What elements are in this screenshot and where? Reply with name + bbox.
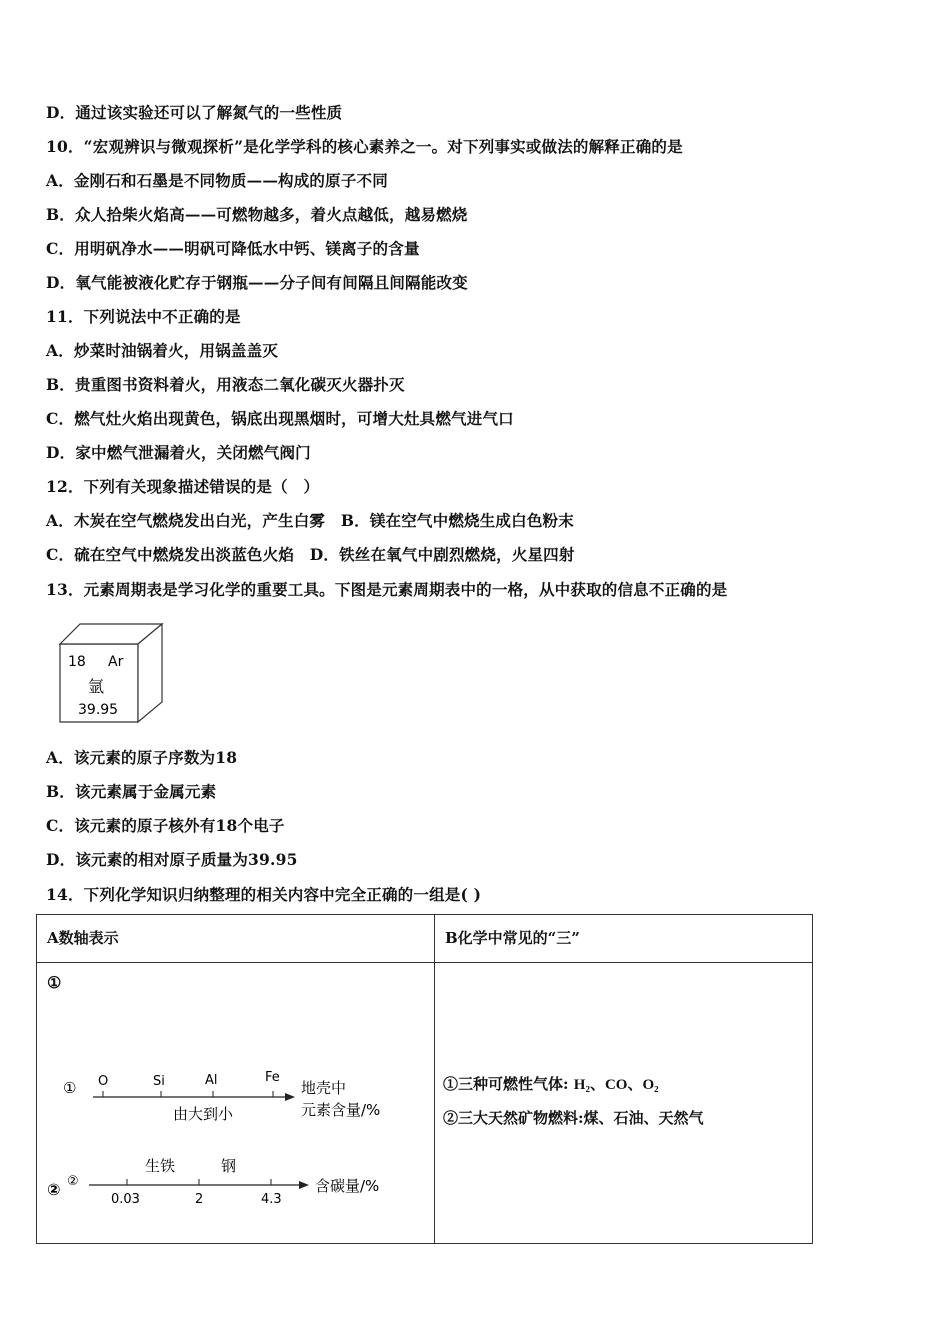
q10-option-a: A．金刚石和石墨是不同物质——构成的原子不同 [46, 171, 388, 190]
q10-option-c: C．用明矾净水——明矾可降低水中钙、镁离子的含量 [46, 239, 420, 258]
axis1-caption: 由大到小 [173, 1105, 234, 1123]
b-item-2: ②三大天然矿物燃料:煤、石油、天然气 [443, 1109, 704, 1127]
axis1-marker: ① [63, 1079, 77, 1097]
axis2-end-label: 含碳量/% [315, 1177, 380, 1195]
q13-stem: 13．元素周期表是学习化学的重要工具。下图是元素周期表中的一格，从中获取的信息不正确的是 [46, 580, 728, 599]
q10-option-b: B．众人拾柴火焰高——可燃物越多，着火点越低，越易燃烧 [46, 205, 468, 224]
axis1-label-al: Al [205, 1073, 218, 1088]
q11-option-a: A．炒菜时油锅着火，用锅盖盖灭 [46, 341, 279, 360]
axis2-tick-2: 2 [195, 1192, 204, 1207]
b-item-1-prefix: ①三种可燃性气体: [443, 1075, 569, 1093]
crust-abundance-axis [57, 1065, 427, 1125]
q10-stem: 10．“宏观辨识与微观探析”是化学学科的核心素养之一。对下列事实或做法的解释正确的是 [46, 137, 683, 156]
q12-options-ab: A．木炭在空气燃烧发出白光，产生白雾 B．镁在空气中燃烧生成白色粉末 [46, 511, 574, 530]
header-a: A数轴表示 [47, 929, 119, 947]
axis1-label-si: Si [153, 1074, 165, 1089]
carbon-content-axis [45, 1147, 425, 1207]
axis2-label-steel: 钢 [221, 1157, 237, 1175]
q10-option-d: D．氧气能被液化贮存于钢瓶——分子间有间隔且间隔能改变 [46, 273, 468, 292]
axis1-end-label-2: 元素含量/% [301, 1101, 381, 1119]
periodic-table-cell-figure [56, 620, 166, 724]
q13-option-c: C．该元素的原子核外有18个电子 [46, 816, 285, 835]
q11-stem: 11．下列说法中不正确的是 [46, 307, 241, 326]
knowledge-table [36, 914, 813, 1244]
element-name: 氩 [88, 677, 105, 696]
header-b: B化学中常见的“三” [445, 929, 580, 947]
q13-option-a: A．该元素的原子序数为18 [46, 748, 238, 767]
axis2-label-pig-iron: 生铁 [145, 1157, 176, 1175]
q13-option-b: B．该元素属于金属元素 [46, 782, 217, 801]
b-item-1 [443, 1073, 659, 1094]
cell-a-marker: ① [47, 973, 62, 992]
element-mass: 39.95 [78, 702, 119, 718]
q13-option-d: D．该元素的相对原子质量为39.95 [46, 850, 298, 869]
axis2-marker-outer: ② [47, 1180, 61, 1199]
b-item-1-gases: H₂、CO、O₂ [573, 1077, 659, 1093]
axis1-end-label-1: 地壳中 [301, 1079, 347, 1097]
q9-option-d: D．通过该实验还可以了解氮气的一些性质 [46, 103, 343, 122]
q14-stem: 14．下列化学知识归纳整理的相关内容中完全正确的一组是( ) [46, 885, 482, 904]
q12-stem: 12．下列有关现象描述错误的是（ ） [46, 477, 320, 496]
axis1-label-fe: Fe [265, 1070, 280, 1085]
axis2-marker-inner: ② [67, 1174, 79, 1189]
axis2-tick-4.3: 4.3 [261, 1192, 282, 1207]
q12-options-cd: C．硫在空气中燃烧发出淡蓝色火焰 D．铁丝在氧气中剧烈燃烧，火星四射 [46, 545, 575, 564]
q11-option-d: D．家中燃气泄漏着火，关闭燃气阀门 [46, 443, 311, 462]
axis2-tick-0.03: 0.03 [111, 1192, 140, 1207]
axis1-label-o: O [98, 1074, 109, 1089]
q11-option-c: C．燃气灶火焰出现黄色，锅底出现黑烟时，可增大灶具燃气进气口 [46, 409, 514, 428]
q11-option-b: B．贵重图书资料着火，用液态二氧化碳灭火器扑灭 [46, 375, 405, 394]
table-row-divider [37, 962, 812, 963]
element-symbol: Ar [108, 654, 124, 670]
table-column-divider [434, 915, 435, 1243]
element-number: 18 [68, 654, 86, 670]
